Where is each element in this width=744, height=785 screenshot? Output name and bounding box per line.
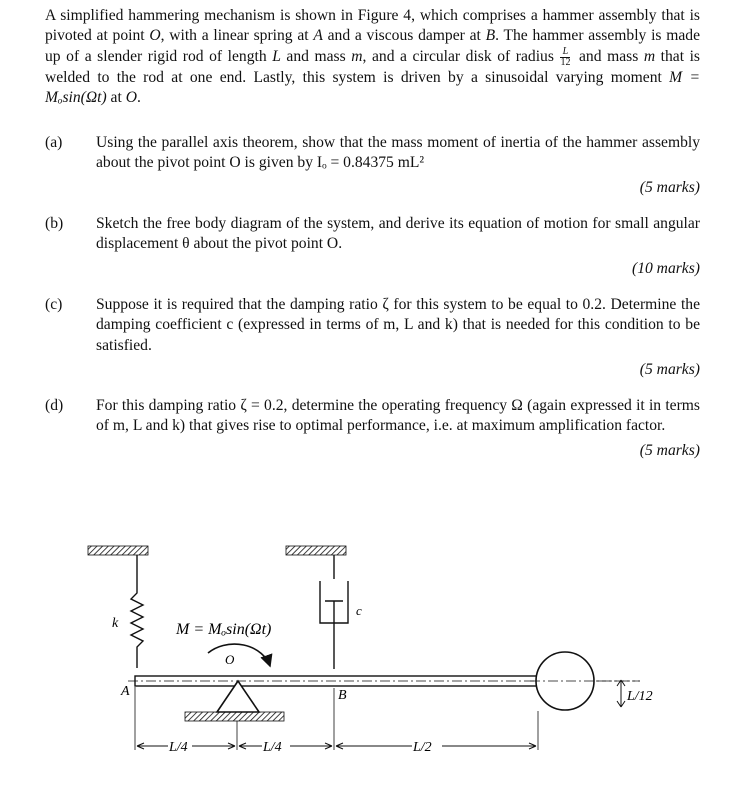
pivot-label: O [225, 652, 235, 667]
question-text: For this damping ratio ζ = 0.2, determine the operating frequency Ω (again expressed it in terms of m, L and k) that gives rise to optimal performance, i.e. at maximum amplification factor. [96, 397, 700, 435]
question-marks: (5 marks) [639, 441, 700, 459]
radius-label: L/12 [627, 689, 653, 704]
dimension-label: L/2 [413, 740, 432, 755]
damper-label: c [356, 603, 362, 618]
damper-ground-support [286, 546, 346, 555]
moment-label: M = Mₒsin(Ωt) [176, 621, 272, 638]
dimension-label: L/4 [263, 740, 282, 755]
radius-dimension [617, 680, 625, 707]
question-label: (a) [45, 134, 63, 151]
radius-fraction: $\frac{L}{12}$ [560, 45, 571, 68]
question-text: Sketch the free body diagram of the system, and derive its equation of motion for small angular displacement θ about the pivot point O. [96, 215, 700, 253]
moment-arrow [208, 644, 270, 666]
point-b-label: B [338, 688, 347, 703]
dimension-label: L/4 [169, 740, 188, 755]
point-a-label: A [121, 684, 130, 699]
question-c [45, 295, 700, 381]
pivot-ground-support [185, 712, 284, 721]
hammer-mechanism-figure [0, 535, 744, 785]
question-text: Suppose it is required that the damping ratio ζ for this system to be equal to 0.2. Determine the damping coefficient c (expressed in terms of m, L and k) that is needed for this condition to be satisfied. [96, 296, 700, 354]
question-d [45, 396, 700, 461]
problem-statement: A simplified hammering mechanism is shown in Figure 4, which comprises a hammer assembly that is pivoted at point O, with a linear spring at A and a viscous damper at B. The hammer assembly is made up of a slender rigid rod of length L and mass m, and a circular disk of radius $\frac{L}{12}$ and mass m that is welded to the rod at one end. Lastly, this system is driven by a sinusoidal varying moment M = Mₒsin(Ωt) at O. [45, 7, 700, 107]
spring [131, 555, 143, 668]
spring-ground-support [88, 546, 148, 555]
spring-label: k [112, 616, 119, 631]
question-a [45, 133, 700, 198]
question-marks: (5 marks) [639, 178, 700, 196]
question-marks: (10 marks) [632, 259, 700, 277]
question-label: (c) [45, 296, 63, 313]
question-b [45, 214, 700, 279]
length-dimensions [137, 743, 536, 749]
question-label: (d) [45, 397, 64, 414]
question-marks: (5 marks) [639, 361, 700, 379]
damper [320, 555, 348, 669]
question-text: Using the parallel axis theorem, show that the mass moment of inertia of the hammer assembly about the pivot point O is given by Iₒ = 0.84375 mL² [96, 134, 700, 172]
question-label: (b) [45, 215, 64, 232]
